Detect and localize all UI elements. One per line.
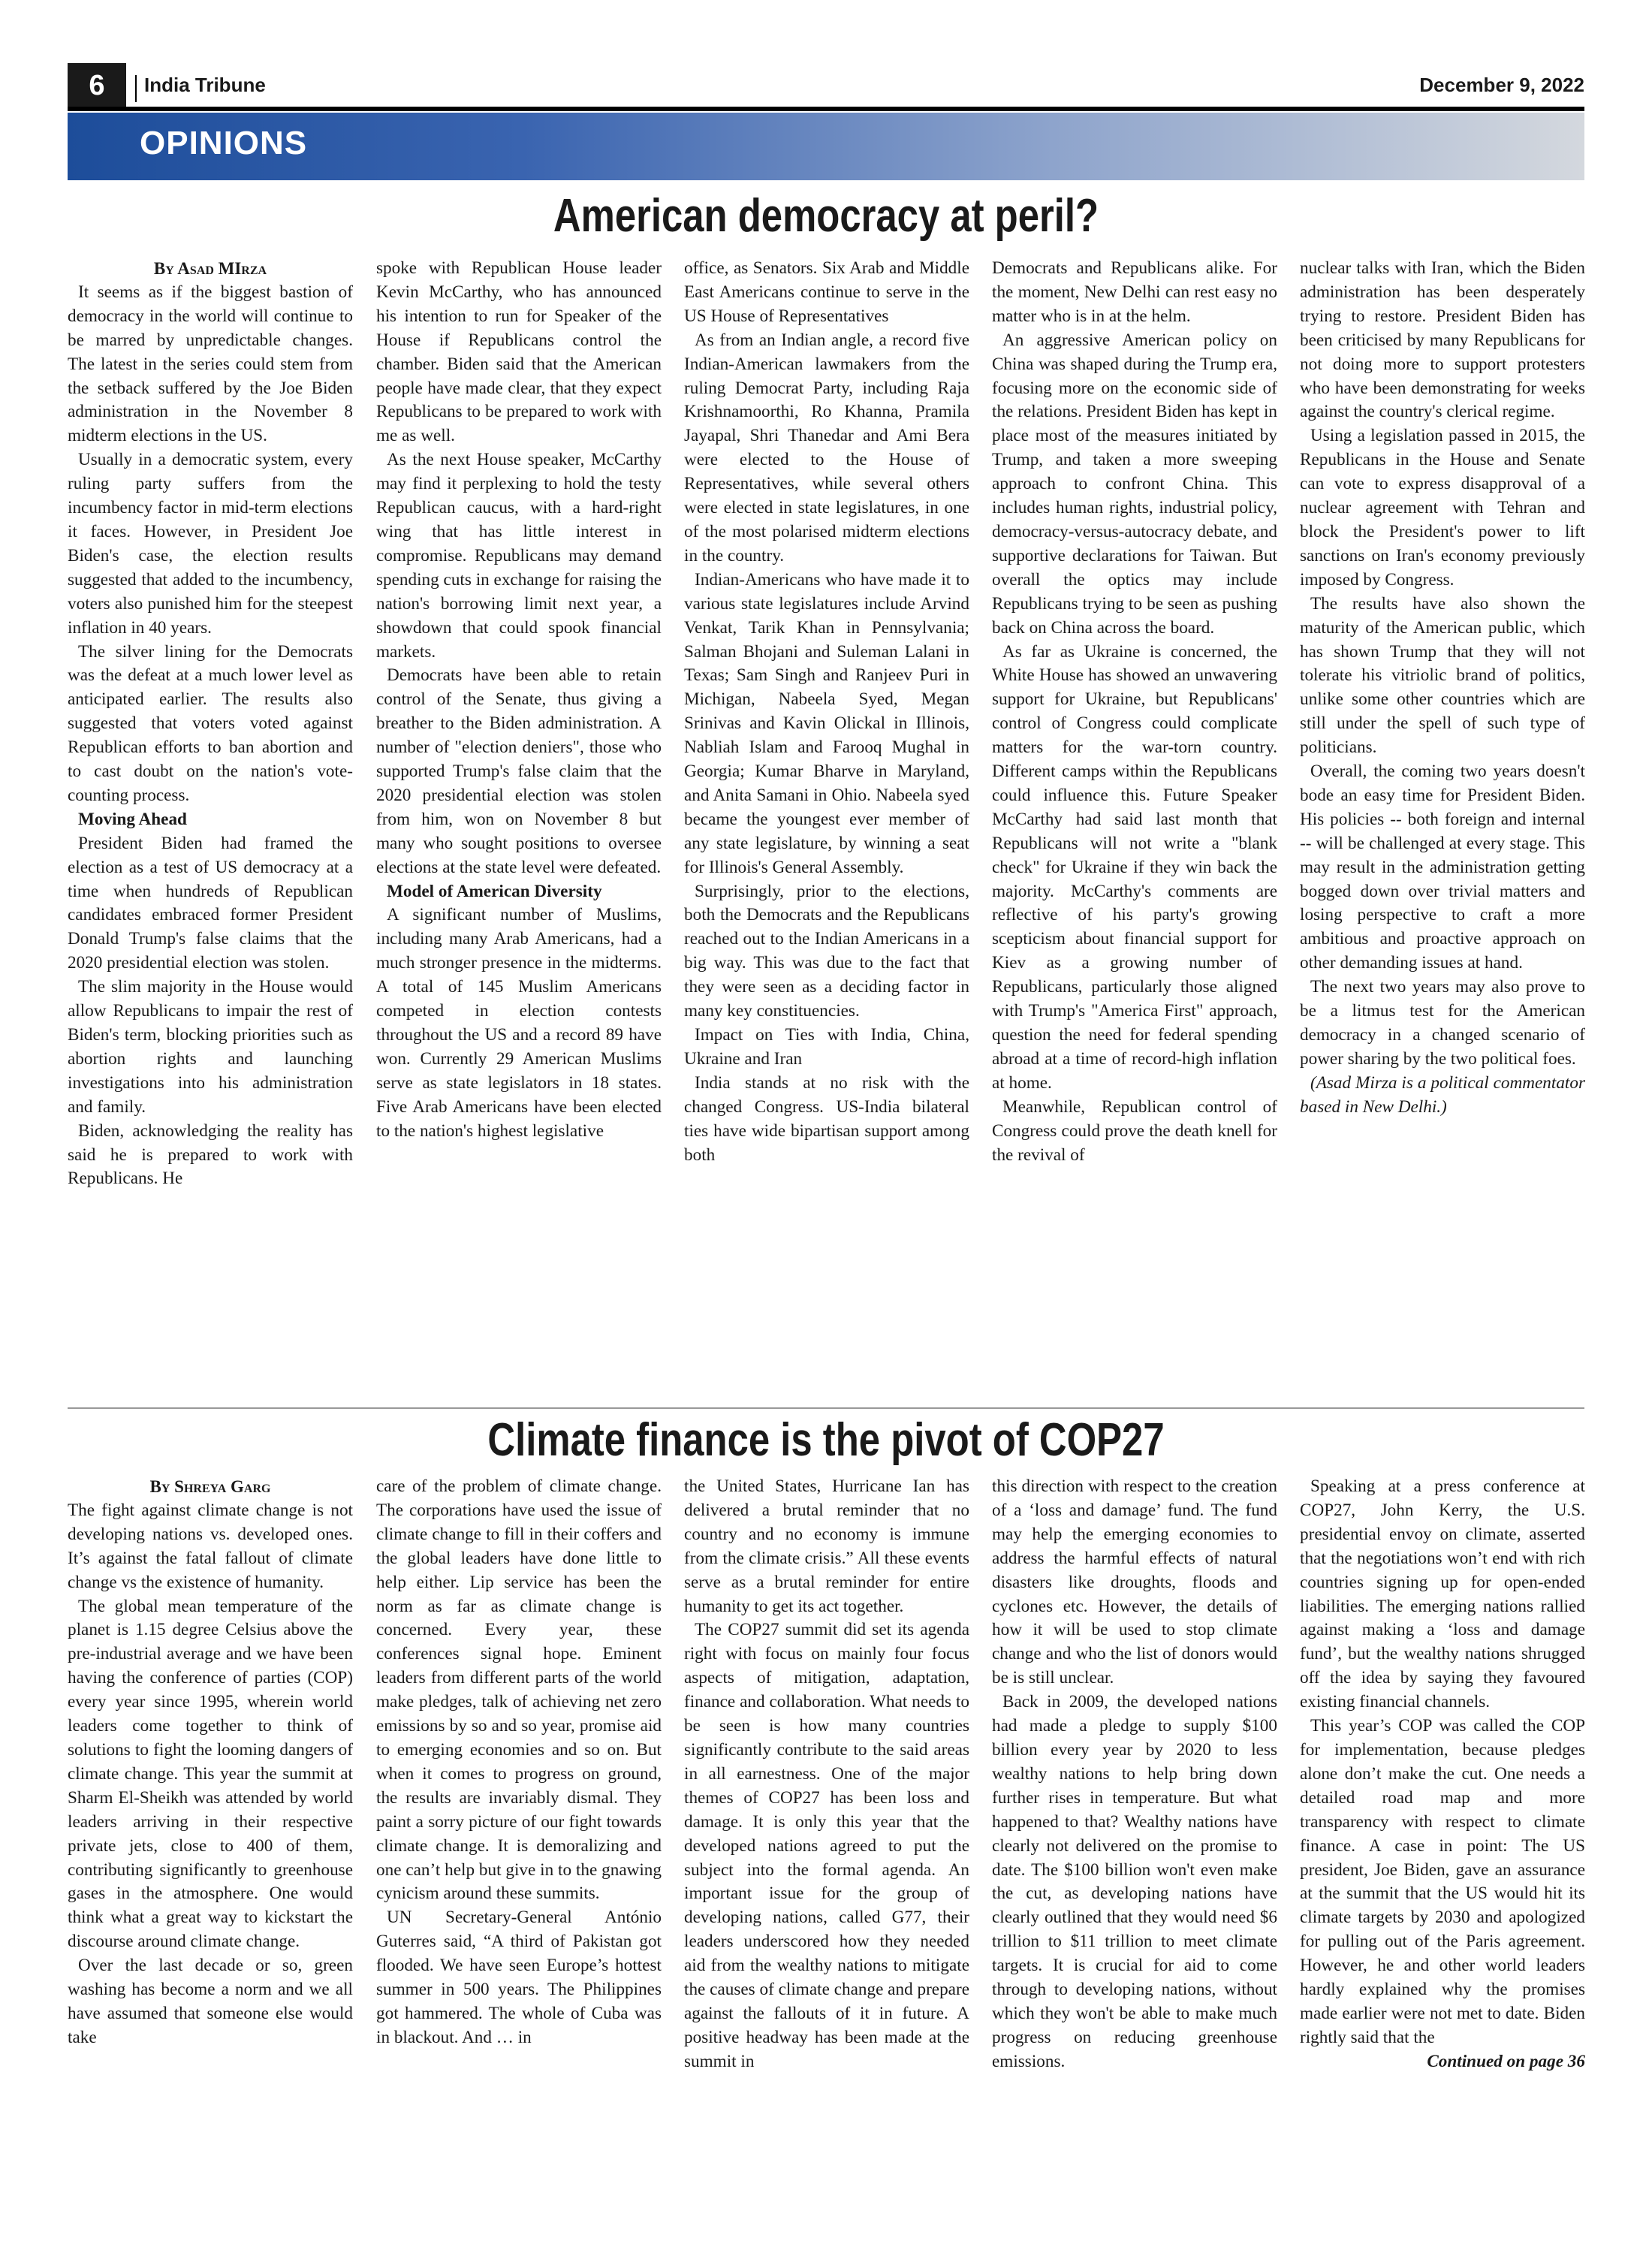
article-2-column-2 [376, 1475, 662, 2050]
article-2-headline: Climate finance is the pivot of COP27 [487, 1414, 1165, 1466]
article-1-headline: American democracy at peril? [553, 190, 1099, 242]
paragraph: India stands at no risk with the changed Congress. US-India bilateral ties have wide bipartisan support among both [684, 1072, 969, 1165]
section-banner [68, 113, 1584, 180]
paragraph: The slim majority in the House would allow Republicans to impair the rest of Biden's term, blocking priorities such as abortion rights and launching investigations into his administration and family. [68, 977, 353, 1117]
paragraph: This year’s COP was called the COP for implementation, because pledges alone don’t make the cut. One needs a detailed road map and more transparency with respect to climate finance. A case in point: The US president, Joe Biden, gave an assurance at the summit that the US would hit its climate targets by 2030 and apologized for pulling out of the Paris agreement. However, he and other world leaders hardly explained why the promises made earlier were not met to date. Biden rightly said that the [1300, 1716, 1585, 2047]
paragraph: care of the problem of climate change. The corporations have used the issue of climate change to fill in their coffers and the global leaders have done little to help either. Lip service has been the norm as far as climate change is concerned. Every year, these conferences signal hope. Eminent leaders from different parts of the world make pledges, talk of achieving net zero emissions by so and so year, promise aid to emerging economies and so on. But when it comes to progress on ground, the results are invariably dismal. They paint a sorry picture of our fight towards climate change. It is demoralizing and one can’t help but give in to the gnawing cynicism around these summits. [376, 1476, 662, 1904]
page-number: 6 [68, 63, 126, 107]
paragraph: Surprisingly, prior to the elections, both the Democrats and the Republicans reached out to the Indian Americans in a big way. This was due to the fact that they were seen as a deciding factor in many key constituencies. [684, 881, 969, 1021]
paragraph: UN Secretary-General António Guterres said, “A third of Pakistan got flooded. We have seen Europe’s hottest summer in 500 years. The Philippines got hammered. The whole of Cuba was in blackout. And … in [376, 1908, 662, 2047]
article-divider [68, 1407, 1584, 1409]
paragraph: It seems as if the biggest bastion of democracy in the world will continue to be marred by unpredictable changes. The latest in the series could stem from the setback suffered by the Joe Biden administration in the November 8 midterm elections in the US. [68, 282, 353, 446]
paragraph: Speaking at a press conference at COP27, John Kerry, the U.S. presidential envoy on climate, asserted that the negotiations won’t end with rich countries signing up for open-ended liabilities. The emerging nations rallied against making a ‘loss and damage fund’, but the wealthy nations shrugged off the idea by saying they favoured existing financial channels. [1300, 1476, 1585, 1712]
article-2-column-5 [1300, 1475, 1585, 2074]
paragraph: The results have also shown the maturity of the American public, which has shown Trump that they will not tolerate his vitriolic brand of politics, unlike some other countries which are still under the spell of such type of politicians. [1300, 593, 1585, 758]
subheading: Model of American Diversity [387, 881, 602, 901]
paragraph: An aggressive American policy on China was shaped during the Trump era, focusing more on the economic side of the relations. President Biden has kept in place most of the measures initiated by Trump, and taken a more sweeping approach to confront China. This includes human rights, industrial policy, democracy-versus-autocracy debate, and supportive declarations for Taiwan. But overall the optics may include Republicans trying to be seen as pushing back on China across the board. [992, 330, 1277, 638]
issue-date: December 9, 2022 [1419, 74, 1584, 96]
paragraph: Usually in a democratic system, every ruling party suffers from the incumbency factor in mid-term elections it faces. However, in President Joe Biden's case, the election results suggested that added to the incumbency, voters also punished him for the steepest inflation in 40 years. [68, 450, 353, 638]
article-2-byline: By Shreya Garg [149, 1477, 271, 1496]
paragraph: Biden, acknowledging the reality has said he is prepared to work with Republicans. He [68, 1120, 353, 1189]
paragraph: President Biden had framed the election as a test of US democracy at a time when hundreds of Republican candidates embraced former President Donald Trump's false claims that the 2020 presidential election was stolen. [68, 833, 353, 973]
paragraph: The COP27 summit did set its agenda right with focus on mainly four focus aspects of mitigation, adaptation, finance and collaboration. What needs to be seen is how many countries significantly contribute to the said areas in all earnestness. One of the major themes of COP27 has been loss and damage. It is only this year that the developed nations agreed to put the subject into the formal agenda. An important issue for the group of developing nations, called G77, their leaders underscored how they needed aid from the wealthy nations to mitigate the causes of climate change and prepare against the fallouts of it in future. A positive headway has been made at the summit in [684, 1620, 969, 2071]
paragraph: As from an Indian angle, a record five Indian-American lawmakers from the ruling Democrat Party, including Raja Krishnamoorthi, Ro Khanna, Pramila Jayapal, Shri Thanedar and Ami Bera were elected to the House of Representatives, while several others were elected in state legislatures, in one of the most polarised midterm elections in the country. [684, 330, 969, 566]
article-2-column-1 [68, 1475, 353, 2050]
paragraph: Democrats have been able to retain control of the Senate, thus giving a breather to the Biden administration. A number of "election deniers", those who supported Trump's false claim that the 2020 presidential election was stolen from him, won on November 8 but many who sought positions to oversee elections at the state level were defeated. [376, 665, 662, 877]
paragraph: this direction with respect to the creation of a ‘loss and damage’ fund. The fund may help the emerging economies to address the harmful effects of natural disasters like droughts, floods and cyclones etc. However, the details of how it will be used to stop climate change and who the list of donors would be is still unclear. [992, 1476, 1277, 1688]
subheading: Moving Ahead [78, 809, 187, 829]
article-1-column-4 [992, 257, 1277, 1167]
paragraph: Overall, the coming two years doesn't bode an easy time for President Biden. His policies -- both foreign and internal -- will be challenged at every stage. This may result in the administration getting bogged down over trivial matters and losing perspective to craft a more ambitious and proactive approach on other demanding issues at hand. [1300, 762, 1585, 973]
header-divider [135, 75, 137, 102]
article-2-column-4 [992, 1475, 1277, 2074]
paragraph: A significant number of Muslims, including many Arab Americans, had a much stronger presence in the midterms. A total of 145 Muslim Americans competed in election contests throughout the US and a record 89 have won. Currently 29 American Muslims serve as state legislators in 18 states. Five Arab Americans have been elected to the nation's highest legislative [376, 905, 662, 1141]
paragraph: spoke with Republican House leader Kevin McCarthy, who has announced his intention to run for Speaker of the House if Republicans control the chamber. Biden said that the American people have made clear, that they expect Republicans to be prepared to work with me as well. [376, 258, 662, 446]
paragraph: Indian-Americans who have made it to various state legislatures include Arvind Venkat, Tarik Khan in Pennsylvania; Salman Bhojani and Suleman Lalani in Texas; Sam Singh and Ranjeev Puri in Michigan, Nabeela Syed, Megan Srinivas and Kavin Olickal in Illinois, Nabliah Islam and Farooq Mughal in Georgia; Kumar Bharve in Maryland, and Anita Samani in Ohio. Nabeela syed became the youngest ever member of any state legislature, by winning a seat for Illinois's General Assembly. [684, 569, 969, 877]
page-header [68, 63, 1584, 111]
paragraph: Using a legislation passed in 2015, the Republicans in the House and Senate can vote to express disapproval of a nuclear agreement with Tehran and block the President's power to lift sanctions on Iran's economy previously imposed by Congress. [1300, 426, 1585, 590]
continued-note: Continued on page 36 [1427, 2051, 1585, 2071]
article-1-column-5 [1300, 257, 1585, 1120]
article-1-column-1 [68, 257, 353, 1191]
section-title: OPINIONS [140, 125, 308, 161]
paragraph: The next two years may also prove to be a litmus test for the American democracy in a changed scenario of power sharing by the two political foes. [1300, 977, 1585, 1069]
paragraph: office, as Senators. Six Arab and Middle East Americans continue to serve in the US House of Representatives [684, 258, 969, 326]
paragraph: As far as Ukraine is concerned, the White House has showed an unwavering support for Ukraine, but Republicans' control of Congress could complicate matters for the war-torn country. Different camps within the Republicans could influence this. Future Speaker McCarthy had said last month that Republicans will not write a "blank check" for Ukraine if they win back the majority. McCarthy's comments are reflective of his party's growing scepticism about financial support for Kiev as a growing number of Republicans, particularly those aligned with Trump's "America First" approach, question the need for federal spending abroad at a time of record-high inflation at home. [992, 641, 1277, 1093]
paragraph: Impact on Ties with India, China, Ukraine and Iran [684, 1025, 969, 1069]
paragraph: the United States, Hurricane Ian has delivered a brutal reminder that no country and no economy is immune from the climate crisis.” All these events serve as a brutal reminder for entire humanity to get its act together. [684, 1476, 969, 1616]
article-1-byline: By Asad MIrza [153, 259, 267, 278]
paragraph: Back in 2009, the developed nations had made a pledge to supply $100 billion every year by 2020 to less wealthy nations to help bring down further rises in temperature. But what happened to that? Wealthy nations have clearly not delivered on the promise to date. The $100 billion won't even make the cut, as developing nations have clearly outlined that they would need $6 trillion to $11 trillion to meet climate targets. It is crucial for aid to come through to developing nations, without which they won't be able to make much progress on reducing greenhouse emissions. [992, 1692, 1277, 2071]
article-1-column-2 [376, 257, 662, 1144]
author-note: (Asad Mirza is a political commentator based in New Delhi.) [1300, 1072, 1585, 1117]
paragraph: The fight against climate change is not developing nations vs. developed ones. It’s against the fatal fallout of climate change vs the existence of humanity. [68, 1500, 353, 1592]
paragraph: Over the last decade or so, green washing has become a norm and we all have assumed that someone else would take [68, 1956, 353, 2047]
paragraph: nuclear talks with Iran, which the Biden administration has been desperately trying to restore. President Biden has been criticised by many Republicans for not doing more to support protesters who have been demonstrating for weeks against the country's clerical regime. [1300, 258, 1585, 422]
paragraph: As the next House speaker, McCarthy may find it perplexing to hold the testy Republican caucus, with a hard-right wing that has little interest in compromise. Republicans may demand spending cuts in exchange for raising the nation's borrowing limit next year, a showdown that could spook financial markets. [376, 450, 662, 662]
paragraph: The global mean temperature of the planet is 1.15 degree Celsius above the pre-industrial average and we have been having the conference of parties (COP) every year since 1995, wherein world leaders come together to think of solutions to fight the looming dangers of climate change. This year the summit at Sharm El-Sheikh was attended by world leaders arriving in their respective private jets, close to 400 of them, contributing significantly to greenhouse gases in the atmosphere. One would think what a great way to kickstart the discourse around climate change. [68, 1596, 353, 1952]
paragraph: The silver lining for the Democrats was the defeat at a much lower level as anticipated earlier. The results also suggested that voters voted against Republican efforts to ban abortion and to cast doubt on the nation's vote-counting process. [68, 641, 353, 805]
paragraph: Meanwhile, Republican control of Congress could prove the death knell for the revival of [992, 1096, 1277, 1165]
publication-name: India Tribune [144, 74, 266, 96]
article-1-column-3 [684, 257, 969, 1167]
paragraph: Democrats and Republicans alike. For the moment, New Delhi can rest easy no matter who is in at the helm. [992, 258, 1277, 326]
article-2-column-3 [684, 1475, 969, 2074]
